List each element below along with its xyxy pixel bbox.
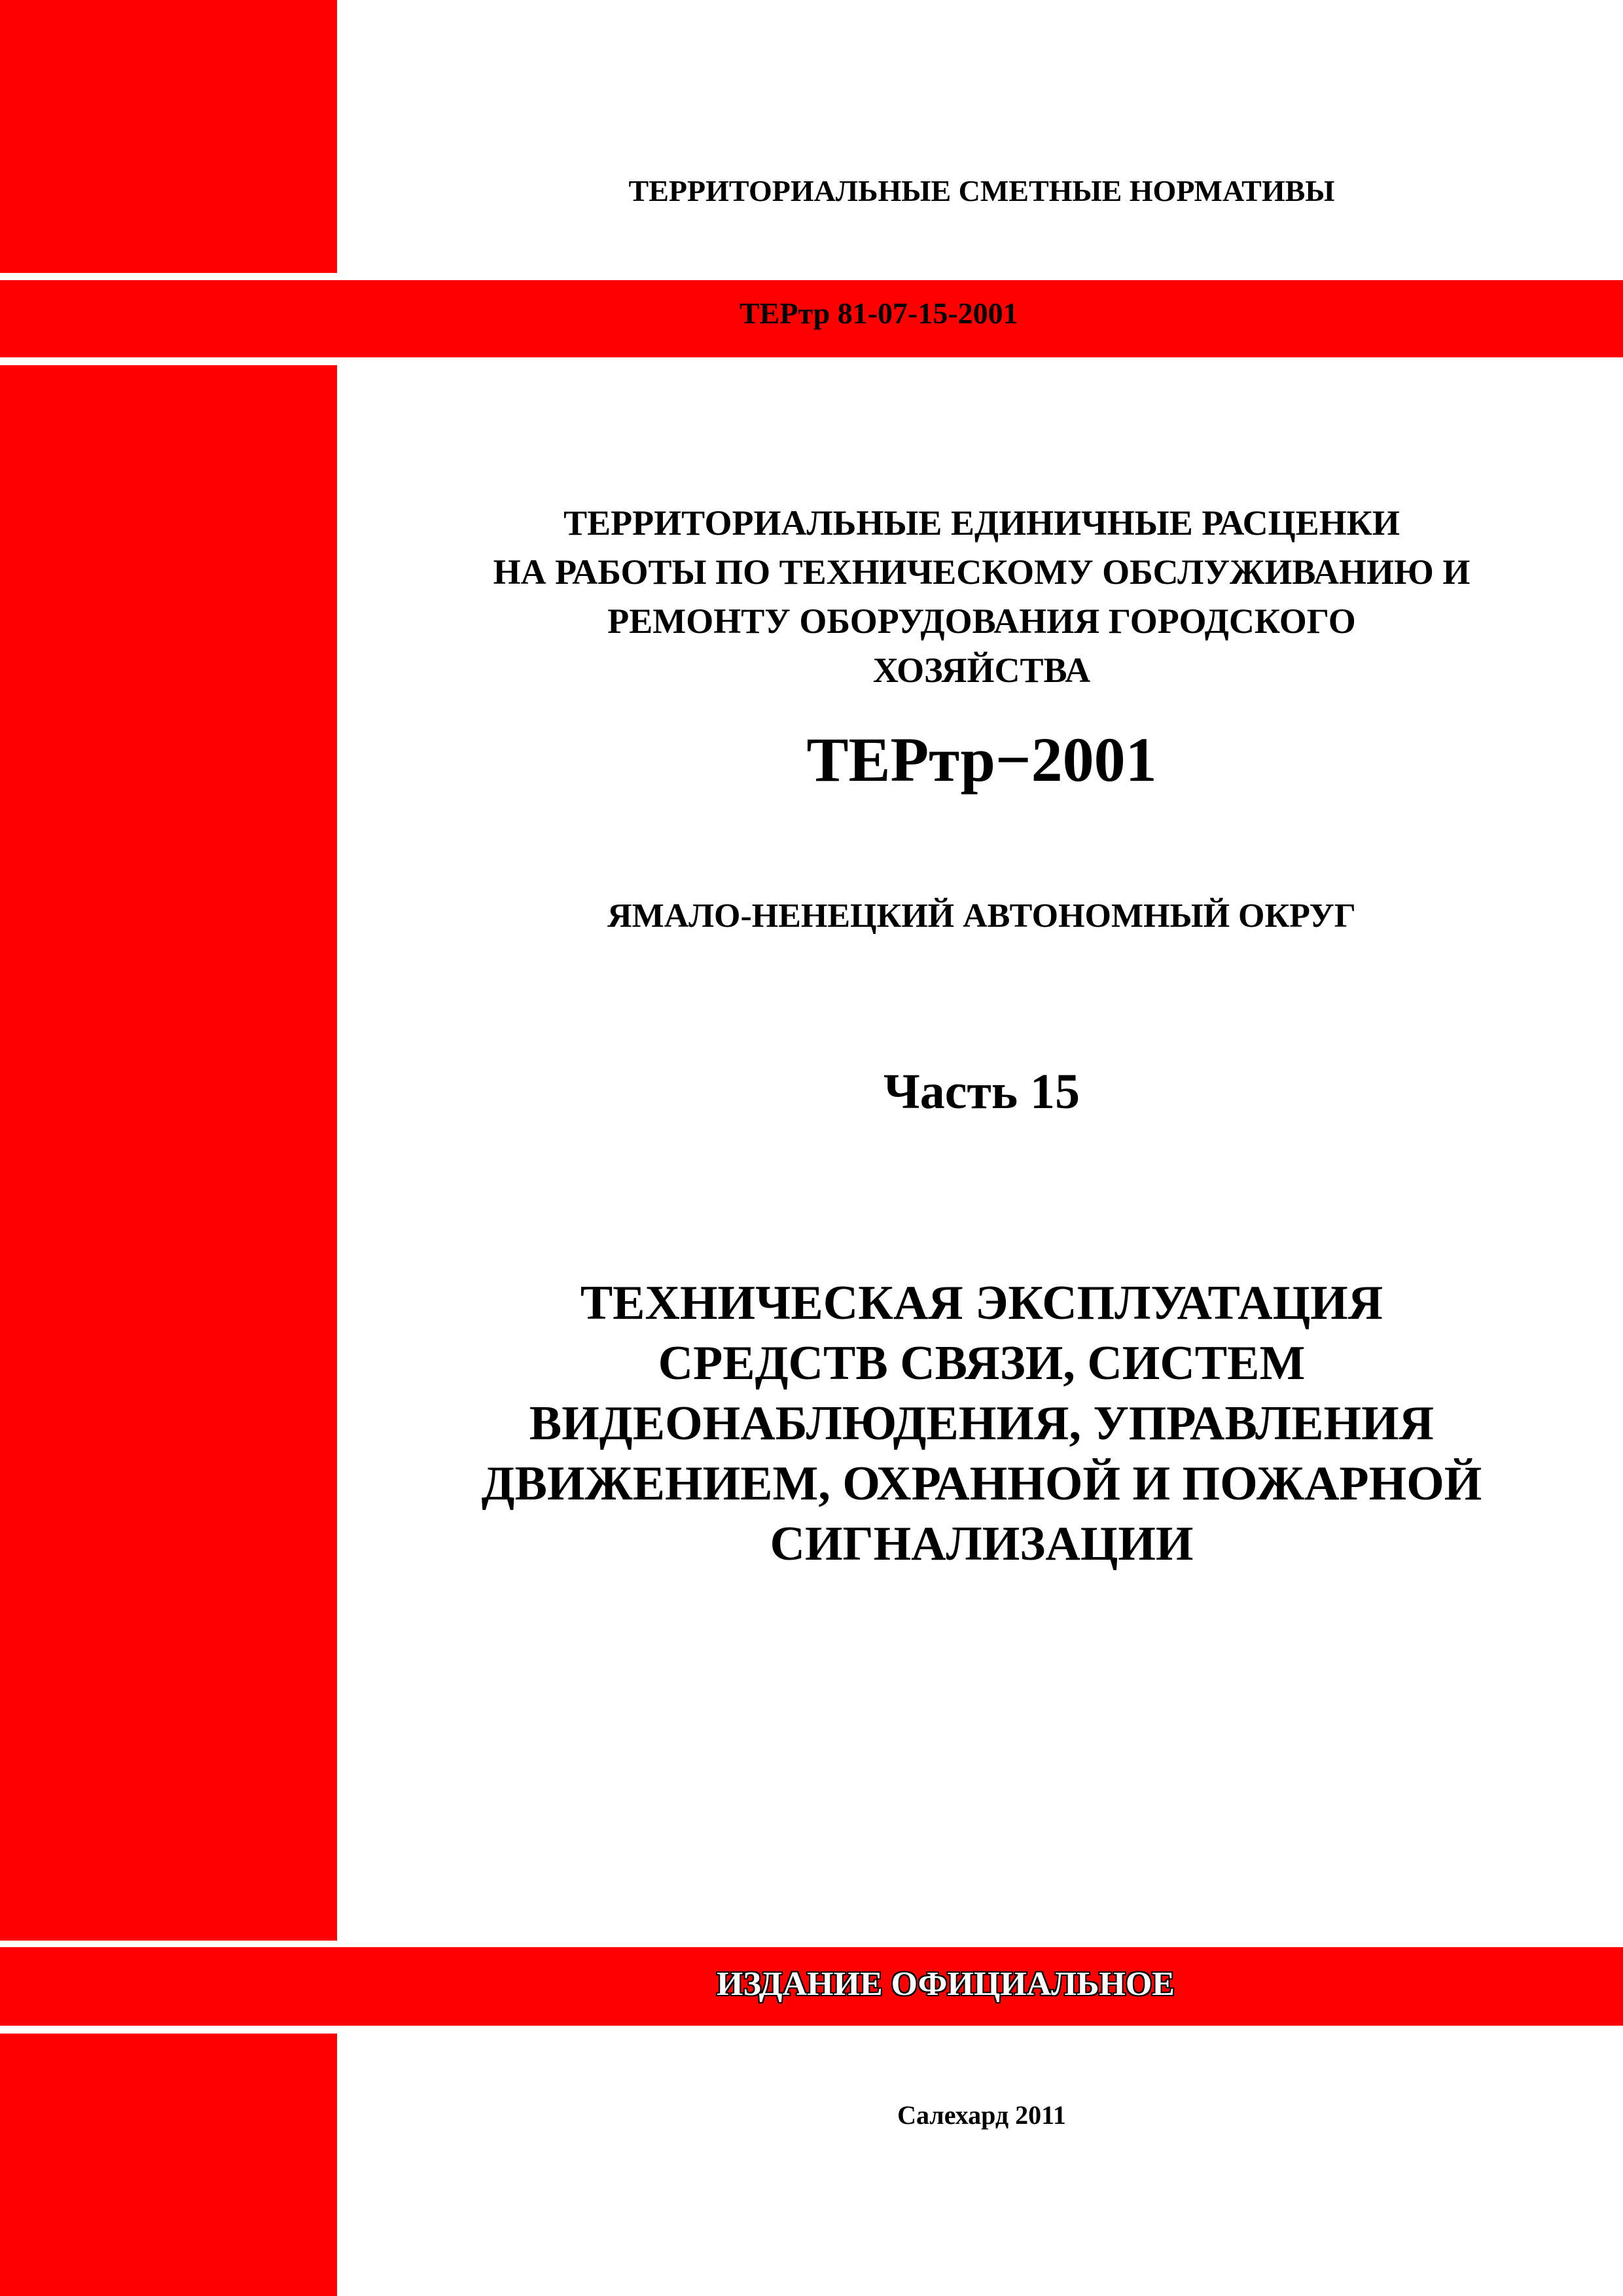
main-title-line: ТЕРРИТОРИАЛЬНЫЕ ЕДИНИЧНЫЕ РАСЦЕНКИ: [563, 503, 1400, 543]
main-title-line: ХОЗЯЙСТВА: [872, 651, 1091, 690]
part-subject-line: СИГНАЛИЗАЦИИ: [770, 1517, 1194, 1571]
imprint: Салехард 2011: [897, 2100, 1066, 2130]
region-name: ЯМАЛО-НЕНЕЦКИЙ АВТОНОМНЫЙ ОКРУГ: [607, 897, 1356, 935]
main-title-line: РЕМОНТУ ОБОРУДОВАНИЯ ГОРОДСКОГО: [607, 601, 1356, 641]
part-number: Часть 15: [883, 1064, 1080, 1119]
main-title-line: НА РАБОТЫ ПО ТЕХНИЧЕСКОМУ ОБСЛУЖИВАНИЮ И: [493, 552, 1471, 592]
collection-code: ТЕРтр−2001: [806, 725, 1157, 795]
part-subject-line: ДВИЖЕНИЕМ, ОХРАННОЙ И ПОЖАРНОЙ: [481, 1457, 1482, 1511]
left-red-bar-bottom: [0, 2034, 337, 2296]
part-subject-line: ТЕХНИЧЕСКАЯ ЭКСПЛУАТАЦИЯ: [580, 1276, 1383, 1330]
part-subject: [340, 1273, 1623, 1574]
main-title: [340, 499, 1623, 695]
left-red-bar-top: [0, 0, 337, 273]
document-code: ТЕРтр 81-07-15-2001: [740, 296, 1018, 330]
official-edition-label: ИЗДАНИЕ ОФИЦИАЛЬНОЕ: [717, 1965, 1175, 2003]
part-subject-line: ВИДЕОНАБЛЮДЕНИЯ, УПРАВЛЕНИЯ: [529, 1397, 1435, 1450]
left-red-bar-middle: [0, 365, 337, 1941]
part-subject-line: СРЕДСТВ СВЯЗИ, СИСТЕМ: [658, 1336, 1306, 1390]
series-title: ТЕРРИТОРИАЛЬНЫЕ СМЕТНЫЕ НОРМАТИВЫ: [628, 174, 1335, 207]
